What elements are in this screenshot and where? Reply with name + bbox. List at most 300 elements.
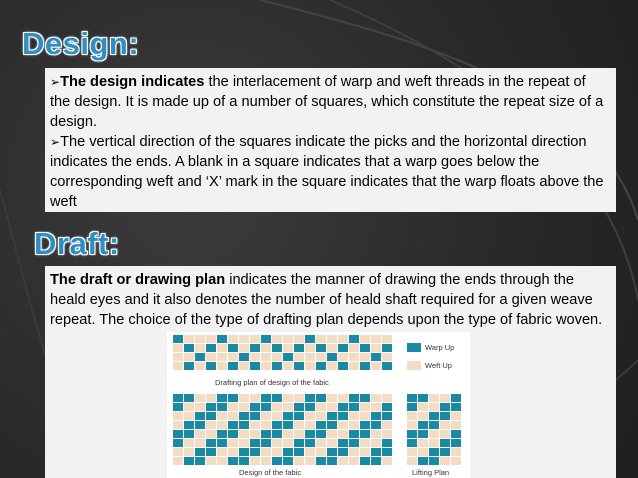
weave-cell <box>272 430 282 438</box>
weave-cell <box>261 335 271 343</box>
lifting-plan-caption: Lifting Plan <box>412 468 450 477</box>
weave-cell <box>316 448 326 456</box>
weave-cell <box>261 394 271 402</box>
weave-cell <box>228 362 238 370</box>
draft-paragraph-text: indicates the manner of drawing the ends through the heald eyes and it also denotes the number of heald shaft required for a given weave repeat. The choice of the type of drafting plan depends upon the type of fabric woven. <box>50 272 603 328</box>
weave-cell <box>206 412 216 420</box>
weave-cell <box>261 448 271 456</box>
weave-cell <box>239 362 249 370</box>
weave-cell <box>371 439 381 447</box>
weave-cell <box>349 457 359 465</box>
weave-cell <box>327 403 337 411</box>
weave-cell <box>440 403 450 411</box>
weave-cell <box>429 421 439 429</box>
weave-cell <box>250 421 260 429</box>
weave-cell <box>261 457 271 465</box>
weave-cell <box>382 353 392 361</box>
weave-cell <box>250 412 260 420</box>
weave-cell <box>327 457 337 465</box>
weave-cell <box>184 448 194 456</box>
weave-cell <box>382 439 392 447</box>
weave-cell <box>261 403 271 411</box>
weave-cell <box>261 412 271 420</box>
weave-cell <box>429 430 439 438</box>
weave-cell <box>360 412 370 420</box>
weave-cell <box>382 362 392 370</box>
weave-cell <box>250 344 260 352</box>
weave-cell <box>382 344 392 352</box>
weave-cell <box>407 457 417 465</box>
weave-cell <box>418 394 428 402</box>
weave-cell <box>338 403 348 411</box>
weave-cell <box>228 421 238 429</box>
weave-cell <box>173 430 183 438</box>
weave-cell <box>294 362 304 370</box>
weave-cell <box>228 430 238 438</box>
weave-cell <box>184 335 194 343</box>
weave-cell <box>418 412 428 420</box>
weave-cell <box>305 335 315 343</box>
weave-cell <box>283 412 293 420</box>
lifting-plan-grid <box>407 394 461 465</box>
weave-cell <box>360 421 370 429</box>
weave-cell <box>440 457 450 465</box>
weave-cell <box>294 403 304 411</box>
weave-cell <box>349 394 359 402</box>
weft-up-legend-swatch <box>407 361 421 370</box>
design-paragraph-1-text: the interlacement of warp and weft threads in the repeat of the design. It is made up of a number of squares, which constitute the repeat size of a design. <box>50 74 604 130</box>
weave-cell <box>382 448 392 456</box>
weave-cell <box>250 362 260 370</box>
weave-cell <box>173 335 183 343</box>
weave-cell <box>451 448 461 456</box>
weave-cell <box>250 394 260 402</box>
weave-cell <box>184 412 194 420</box>
weave-cell <box>429 412 439 420</box>
bullet-arrow-icon: ➢ <box>50 75 61 89</box>
weave-cell <box>327 412 337 420</box>
weave-cell <box>382 457 392 465</box>
weave-cell <box>418 430 428 438</box>
weave-cell <box>195 421 205 429</box>
weave-cell <box>440 421 450 429</box>
weave-cell <box>349 335 359 343</box>
weave-cell <box>206 430 216 438</box>
weave-cell <box>173 421 183 429</box>
weave-cell <box>206 335 216 343</box>
weave-cell <box>239 335 249 343</box>
weave-cell <box>261 362 271 370</box>
weave-cell <box>294 412 304 420</box>
weave-cell <box>382 403 392 411</box>
weave-cell <box>371 353 381 361</box>
weave-cell <box>451 394 461 402</box>
weave-cell <box>272 394 282 402</box>
weave-cell <box>316 412 326 420</box>
weave-cell <box>407 448 417 456</box>
weave-cell <box>173 394 183 402</box>
weave-cell <box>305 344 315 352</box>
weave-cell <box>217 448 227 456</box>
weave-cell <box>371 394 381 402</box>
weave-cell <box>173 344 183 352</box>
design-bold-lead: The design indicates <box>60 74 205 90</box>
weave-cell <box>305 421 315 429</box>
weave-cell <box>294 421 304 429</box>
weave-cell <box>206 353 216 361</box>
weave-cell <box>305 353 315 361</box>
weave-cell <box>429 394 439 402</box>
weave-cell <box>327 421 337 429</box>
weave-cell <box>217 353 227 361</box>
warp-up-legend-swatch <box>407 343 421 352</box>
weave-cell <box>184 421 194 429</box>
weave-cell <box>294 353 304 361</box>
weave-cell <box>360 439 370 447</box>
design-paragraph-2-text: The vertical direction of the squares indicate the picks and the horizontal direction indicates the ends. A blank in a square indicates that a warp goes below the corresponding weft and ‘X’ mark in the square indicates that the warp floats above the weft <box>50 134 604 210</box>
weave-cell <box>250 448 260 456</box>
weave-cell <box>429 403 439 411</box>
weave-cell <box>349 448 359 456</box>
weave-cell <box>382 421 392 429</box>
weave-cell <box>371 430 381 438</box>
weave-cell <box>429 439 439 447</box>
weave-cell <box>349 344 359 352</box>
weave-cell <box>217 394 227 402</box>
weave-cell <box>407 412 417 420</box>
weave-cell <box>261 353 271 361</box>
weave-cell <box>305 394 315 402</box>
weave-cell <box>407 430 417 438</box>
weave-cell <box>206 344 216 352</box>
weave-cell <box>184 457 194 465</box>
weave-cell <box>360 353 370 361</box>
weave-cell <box>316 439 326 447</box>
weave-cell <box>338 412 348 420</box>
weave-cell <box>239 344 249 352</box>
weave-cell <box>349 353 359 361</box>
weave-cell <box>360 430 370 438</box>
weave-cell <box>250 430 260 438</box>
weave-cell <box>349 430 359 438</box>
weave-cell <box>360 394 370 402</box>
weave-cell <box>272 353 282 361</box>
weave-cell <box>338 353 348 361</box>
weave-cell <box>338 448 348 456</box>
weave-cell <box>349 403 359 411</box>
weave-cell <box>173 412 183 420</box>
weave-cell <box>239 353 249 361</box>
weave-cell <box>217 412 227 420</box>
weave-cell <box>338 430 348 438</box>
weave-cell <box>283 362 293 370</box>
weave-cell <box>195 394 205 402</box>
weave-cell <box>173 403 183 411</box>
weave-cell <box>272 335 282 343</box>
drafting-plan-grid <box>173 335 392 370</box>
weave-cell <box>371 421 381 429</box>
weave-cell <box>349 412 359 420</box>
weave-cell <box>316 362 326 370</box>
weave-cell <box>440 412 450 420</box>
weave-cell <box>294 394 304 402</box>
weave-cell <box>195 439 205 447</box>
weave-cell <box>338 335 348 343</box>
weave-cell <box>407 403 417 411</box>
weave-cell <box>451 403 461 411</box>
weave-cell <box>173 353 183 361</box>
weave-cell <box>451 412 461 420</box>
weave-cell <box>173 439 183 447</box>
weave-cell <box>195 353 205 361</box>
weave-cell <box>283 457 293 465</box>
design-heading: Design: <box>22 26 140 61</box>
weave-cell <box>250 457 260 465</box>
weave-cell <box>418 421 428 429</box>
weave-cell <box>451 421 461 429</box>
weave-cell <box>294 457 304 465</box>
weave-cell <box>206 421 216 429</box>
weave-cell <box>272 362 282 370</box>
weave-cell <box>349 362 359 370</box>
weave-cell <box>371 457 381 465</box>
weave-cell <box>440 430 450 438</box>
weave-cell <box>327 353 337 361</box>
weave-cell <box>371 403 381 411</box>
weave-cell <box>184 403 194 411</box>
weave-cell <box>451 439 461 447</box>
weave-cell <box>294 344 304 352</box>
weave-cell <box>382 430 392 438</box>
weave-cell <box>272 457 282 465</box>
weave-cell <box>360 362 370 370</box>
weave-cell <box>327 335 337 343</box>
weave-cell <box>228 394 238 402</box>
weave-cell <box>283 403 293 411</box>
weave-cell <box>371 362 381 370</box>
weave-cell <box>283 344 293 352</box>
weave-cell <box>217 439 227 447</box>
weave-cell <box>228 439 238 447</box>
weave-cell <box>327 344 337 352</box>
weave-cell <box>206 448 216 456</box>
weave-cell <box>195 448 205 456</box>
weave-cell <box>250 335 260 343</box>
weave-cell <box>272 448 282 456</box>
weave-cell <box>228 448 238 456</box>
weave-cell <box>371 335 381 343</box>
weave-cell <box>206 439 216 447</box>
weave-cell <box>371 344 381 352</box>
design-paragraph-1 <box>50 72 610 132</box>
weave-cell <box>228 412 238 420</box>
weave-cell <box>184 344 194 352</box>
weave-cell <box>239 403 249 411</box>
weave-cell <box>305 430 315 438</box>
weave-cell <box>418 439 428 447</box>
weave-cell <box>261 430 271 438</box>
weave-cell <box>272 421 282 429</box>
weave-cell <box>184 439 194 447</box>
design-paragraph-2 <box>50 132 610 212</box>
weave-cell <box>239 457 249 465</box>
weave-cell <box>294 430 304 438</box>
weave-cell <box>316 335 326 343</box>
weave-cell <box>250 439 260 447</box>
weave-cell <box>440 439 450 447</box>
weave-cell <box>261 344 271 352</box>
warp-up-legend-label: Warp Up <box>425 343 455 352</box>
weave-cell <box>451 430 461 438</box>
weave-cell <box>316 403 326 411</box>
weave-cell <box>305 457 315 465</box>
weave-cell <box>184 394 194 402</box>
weave-cell <box>283 439 293 447</box>
lifting-plan-figure <box>402 332 470 478</box>
weave-cell <box>407 421 417 429</box>
weave-cell <box>371 412 381 420</box>
weave-cell <box>283 448 293 456</box>
draft-heading: Draft: <box>34 226 120 261</box>
weave-cell <box>349 421 359 429</box>
weave-cell <box>316 394 326 402</box>
bullet-arrow-icon: ➢ <box>50 135 61 149</box>
weave-cell <box>272 344 282 352</box>
weave-cell <box>217 430 227 438</box>
weave-cell <box>228 457 238 465</box>
weave-cell <box>239 430 249 438</box>
design-caption: Design of the fabic <box>239 468 302 477</box>
weave-cell <box>360 403 370 411</box>
weave-cell <box>206 457 216 465</box>
weave-cell <box>195 344 205 352</box>
weave-cell <box>261 421 271 429</box>
weave-cell <box>250 403 260 411</box>
weave-cell <box>228 344 238 352</box>
weave-cell <box>272 403 282 411</box>
weave-cell <box>407 439 417 447</box>
weave-cell <box>418 448 428 456</box>
weave-cell <box>338 457 348 465</box>
weave-cell <box>173 362 183 370</box>
weave-cell <box>305 403 315 411</box>
design-text-panel <box>45 68 616 212</box>
weave-cell <box>327 430 337 438</box>
weave-cell <box>371 448 381 456</box>
weave-cell <box>195 362 205 370</box>
weave-cell <box>173 448 183 456</box>
weave-cell <box>239 448 249 456</box>
draft-paragraph <box>50 270 610 330</box>
weave-cell <box>360 448 370 456</box>
weave-cell <box>239 394 249 402</box>
weave-cell <box>382 394 392 402</box>
weave-cell <box>195 430 205 438</box>
weave-cell <box>316 457 326 465</box>
weave-cell <box>305 412 315 420</box>
weave-cell <box>184 353 194 361</box>
weave-cell <box>217 421 227 429</box>
weave-cell <box>228 353 238 361</box>
weave-cell <box>360 457 370 465</box>
weave-cell <box>407 394 417 402</box>
weave-cell <box>217 344 227 352</box>
weave-cell <box>360 335 370 343</box>
weave-cell <box>206 403 216 411</box>
weave-cell <box>272 439 282 447</box>
weave-cell <box>272 412 282 420</box>
weave-cell <box>228 403 238 411</box>
weave-cell <box>349 439 359 447</box>
weave-cell <box>283 430 293 438</box>
weave-cell <box>305 448 315 456</box>
weave-cell <box>305 439 315 447</box>
weave-cell <box>429 457 439 465</box>
weave-cell <box>338 439 348 447</box>
weave-cell <box>338 362 348 370</box>
weave-cell <box>382 412 392 420</box>
weave-cell <box>239 421 249 429</box>
drafting-plan-caption: Drafting plan of design of the fabic <box>215 378 329 387</box>
weave-cell <box>217 403 227 411</box>
weave-cell <box>316 421 326 429</box>
weave-cell <box>195 412 205 420</box>
weave-cell <box>184 430 194 438</box>
weave-cell <box>418 403 428 411</box>
weave-cell <box>206 394 216 402</box>
weave-cell <box>440 394 450 402</box>
weave-cell <box>261 439 271 447</box>
weave-cell <box>382 335 392 343</box>
weave-cell <box>239 412 249 420</box>
weave-cell <box>217 457 227 465</box>
weft-up-legend-label: Weft Up <box>425 361 452 370</box>
weave-cell <box>360 344 370 352</box>
weave-cell <box>316 430 326 438</box>
weave-cell <box>294 335 304 343</box>
draft-bold-lead: The draft or drawing plan <box>50 272 226 288</box>
weave-cell <box>294 448 304 456</box>
weave-cell <box>316 353 326 361</box>
weave-cell <box>429 448 439 456</box>
weave-cell <box>327 394 337 402</box>
weave-cell <box>338 394 348 402</box>
weave-cell <box>294 439 304 447</box>
weave-cell <box>338 344 348 352</box>
weave-cell <box>283 394 293 402</box>
design-grid <box>173 394 392 465</box>
weave-cell <box>228 335 238 343</box>
weave-cell <box>217 362 227 370</box>
weave-cell <box>239 439 249 447</box>
weave-cell <box>250 353 260 361</box>
weave-cell <box>327 362 337 370</box>
weave-cell <box>184 362 194 370</box>
weave-cell <box>316 344 326 352</box>
weave-cell <box>206 362 216 370</box>
weave-cell <box>338 421 348 429</box>
weave-cell <box>418 457 428 465</box>
weave-cell <box>195 403 205 411</box>
weave-cell <box>440 448 450 456</box>
weave-cell <box>195 335 205 343</box>
weave-cell <box>327 439 337 447</box>
weave-cell <box>217 335 227 343</box>
weave-cell <box>173 457 183 465</box>
weave-cell <box>283 421 293 429</box>
weave-cell <box>195 457 205 465</box>
weave-cell <box>283 353 293 361</box>
